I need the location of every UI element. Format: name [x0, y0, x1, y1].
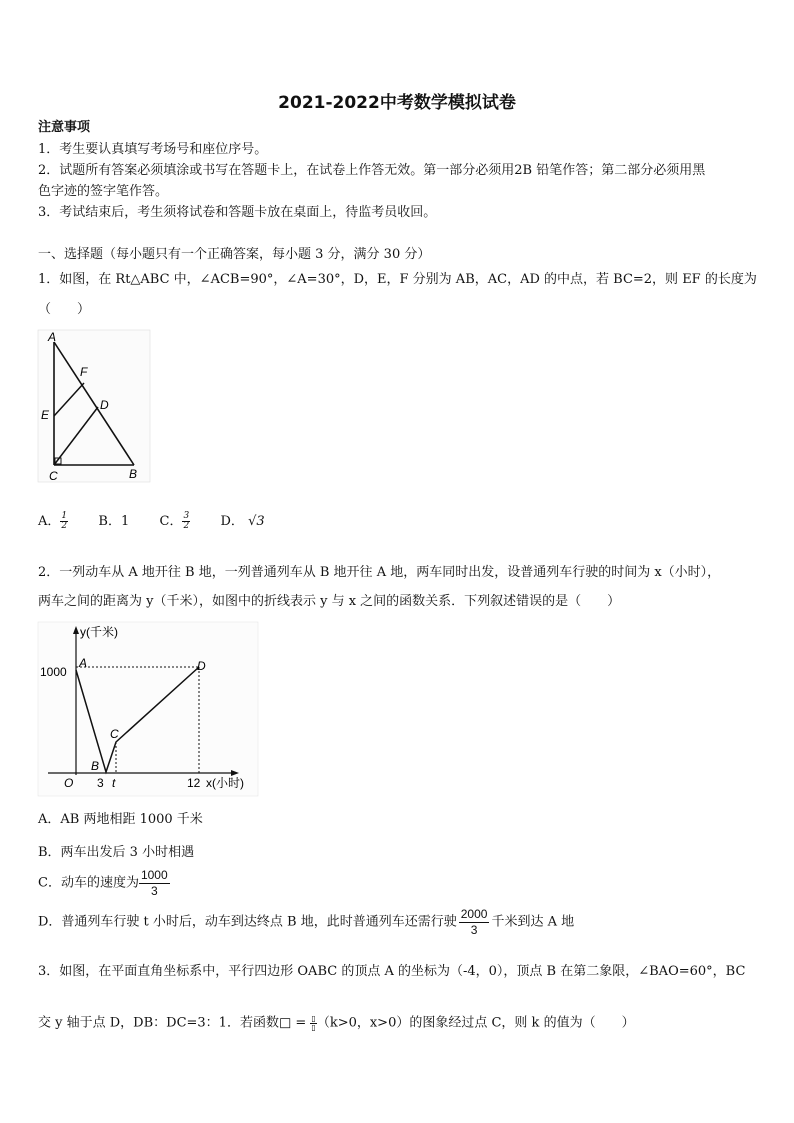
- x-tick-t: t: [112, 776, 116, 790]
- page-title: 2021-2022中考数学模拟试卷: [278, 93, 516, 113]
- y-axis-label: y(千米): [80, 625, 118, 639]
- question-1-options: [38, 512, 265, 531]
- q2-option-b[interactable]: B．两车出发后 3 小时相遇: [38, 845, 195, 860]
- question-2-stem: 2．一列动车从 A 地开往 B 地，一列普通列车从 B 地开往 A 地，两车同时出发，设普通列车行驶的时间为 x（小时），: [38, 565, 721, 580]
- q2-option-d[interactable]: D．普通列车行驶 t 小时后，动车到达终点 B 地，此时普通列车还需行驶 $\frac{2000}{3}$ 千米到达 A 地: [38, 907, 575, 937]
- question-1-stem: 1．如图，在 Rt△ABC 中，∠ACB=90°，∠A=30°，D，E，F 分别为 AB，AC，AD 的中点，若 BC=2，则 EF 的长度为: [38, 272, 757, 287]
- point-a-label: A: [79, 656, 88, 670]
- q2-option-a[interactable]: A．AB 两地相距 1000 千米: [38, 812, 203, 827]
- label-d: D: [100, 398, 109, 412]
- notice-item: 3．考试结束后，考生须将试卷和答题卡放在桌面上，待监考员收回。: [38, 205, 437, 220]
- label-f: F: [80, 365, 88, 379]
- x-tick-3: 3: [97, 776, 104, 790]
- notice-item: 2．试题所有答案必须填涂或书写在答题卡上，在试卷上作答无效。第一部分必须用2B 铅笔作答；第二部分必须用黑: [38, 163, 706, 178]
- notice-item: 1．考生要认真填写考场号和座位序号。: [38, 142, 268, 157]
- question-3-stem: 3．如图，在平面直角坐标系中，平行四边形 OABC 的顶点 A 的坐标为（-4，0），顶点 B 在第二象限，∠BAO=60°，BC: [38, 964, 746, 979]
- question-1-bracket: （ ）: [38, 302, 91, 317]
- point-d-label: D: [197, 659, 206, 673]
- option-c[interactable]: C． $\frac{3}{2}$: [159, 511, 190, 531]
- y-tick-1000: 1000: [40, 665, 67, 679]
- distance-time-graph: [36, 620, 261, 798]
- function-fraction-icon: $\frac{▯}{▯}$: [311, 1014, 316, 1032]
- label-e: E: [41, 408, 50, 422]
- label-b: B: [129, 467, 138, 481]
- question-2-stem-2: 两车之间的距离为 y（千米），如图中的折线表示 y 与 x 之间的函数关系．下列叙述错误的是（ ）: [38, 594, 621, 609]
- notice-item: 色字迹的签字笔作答。: [38, 184, 169, 199]
- point-b-label: B: [91, 759, 100, 773]
- section-heading: 一、选择题（每小题只有一个正确答案，每小题 3 分，满分 30 分）: [38, 247, 431, 262]
- q2-option-c[interactable]: C．动车的速度为 $\frac{1000}{3}$: [38, 868, 168, 898]
- point-c-label: C: [110, 727, 119, 741]
- origin-label: O: [64, 776, 74, 790]
- x-axis-label: x(小时): [206, 776, 244, 790]
- notice-heading: 注意事项: [38, 120, 91, 135]
- label-a: A: [48, 330, 57, 344]
- question-3-stem-2: 交 y 轴于点 D，DB：DC=3：1．若函数□ = $\frac{▯}{▯}$ （k>0，x>0）的图象经过点 C，则 k 的值为（ ）: [38, 1014, 635, 1032]
- option-b[interactable]: B．1: [98, 514, 130, 529]
- triangle-figure: [36, 328, 156, 488]
- option-a[interactable]: A． $\frac{1}{2}$: [38, 511, 68, 531]
- label-c: C: [49, 469, 58, 483]
- option-d[interactable]: D． √3: [220, 514, 265, 529]
- x-tick-12: 12: [187, 776, 201, 790]
